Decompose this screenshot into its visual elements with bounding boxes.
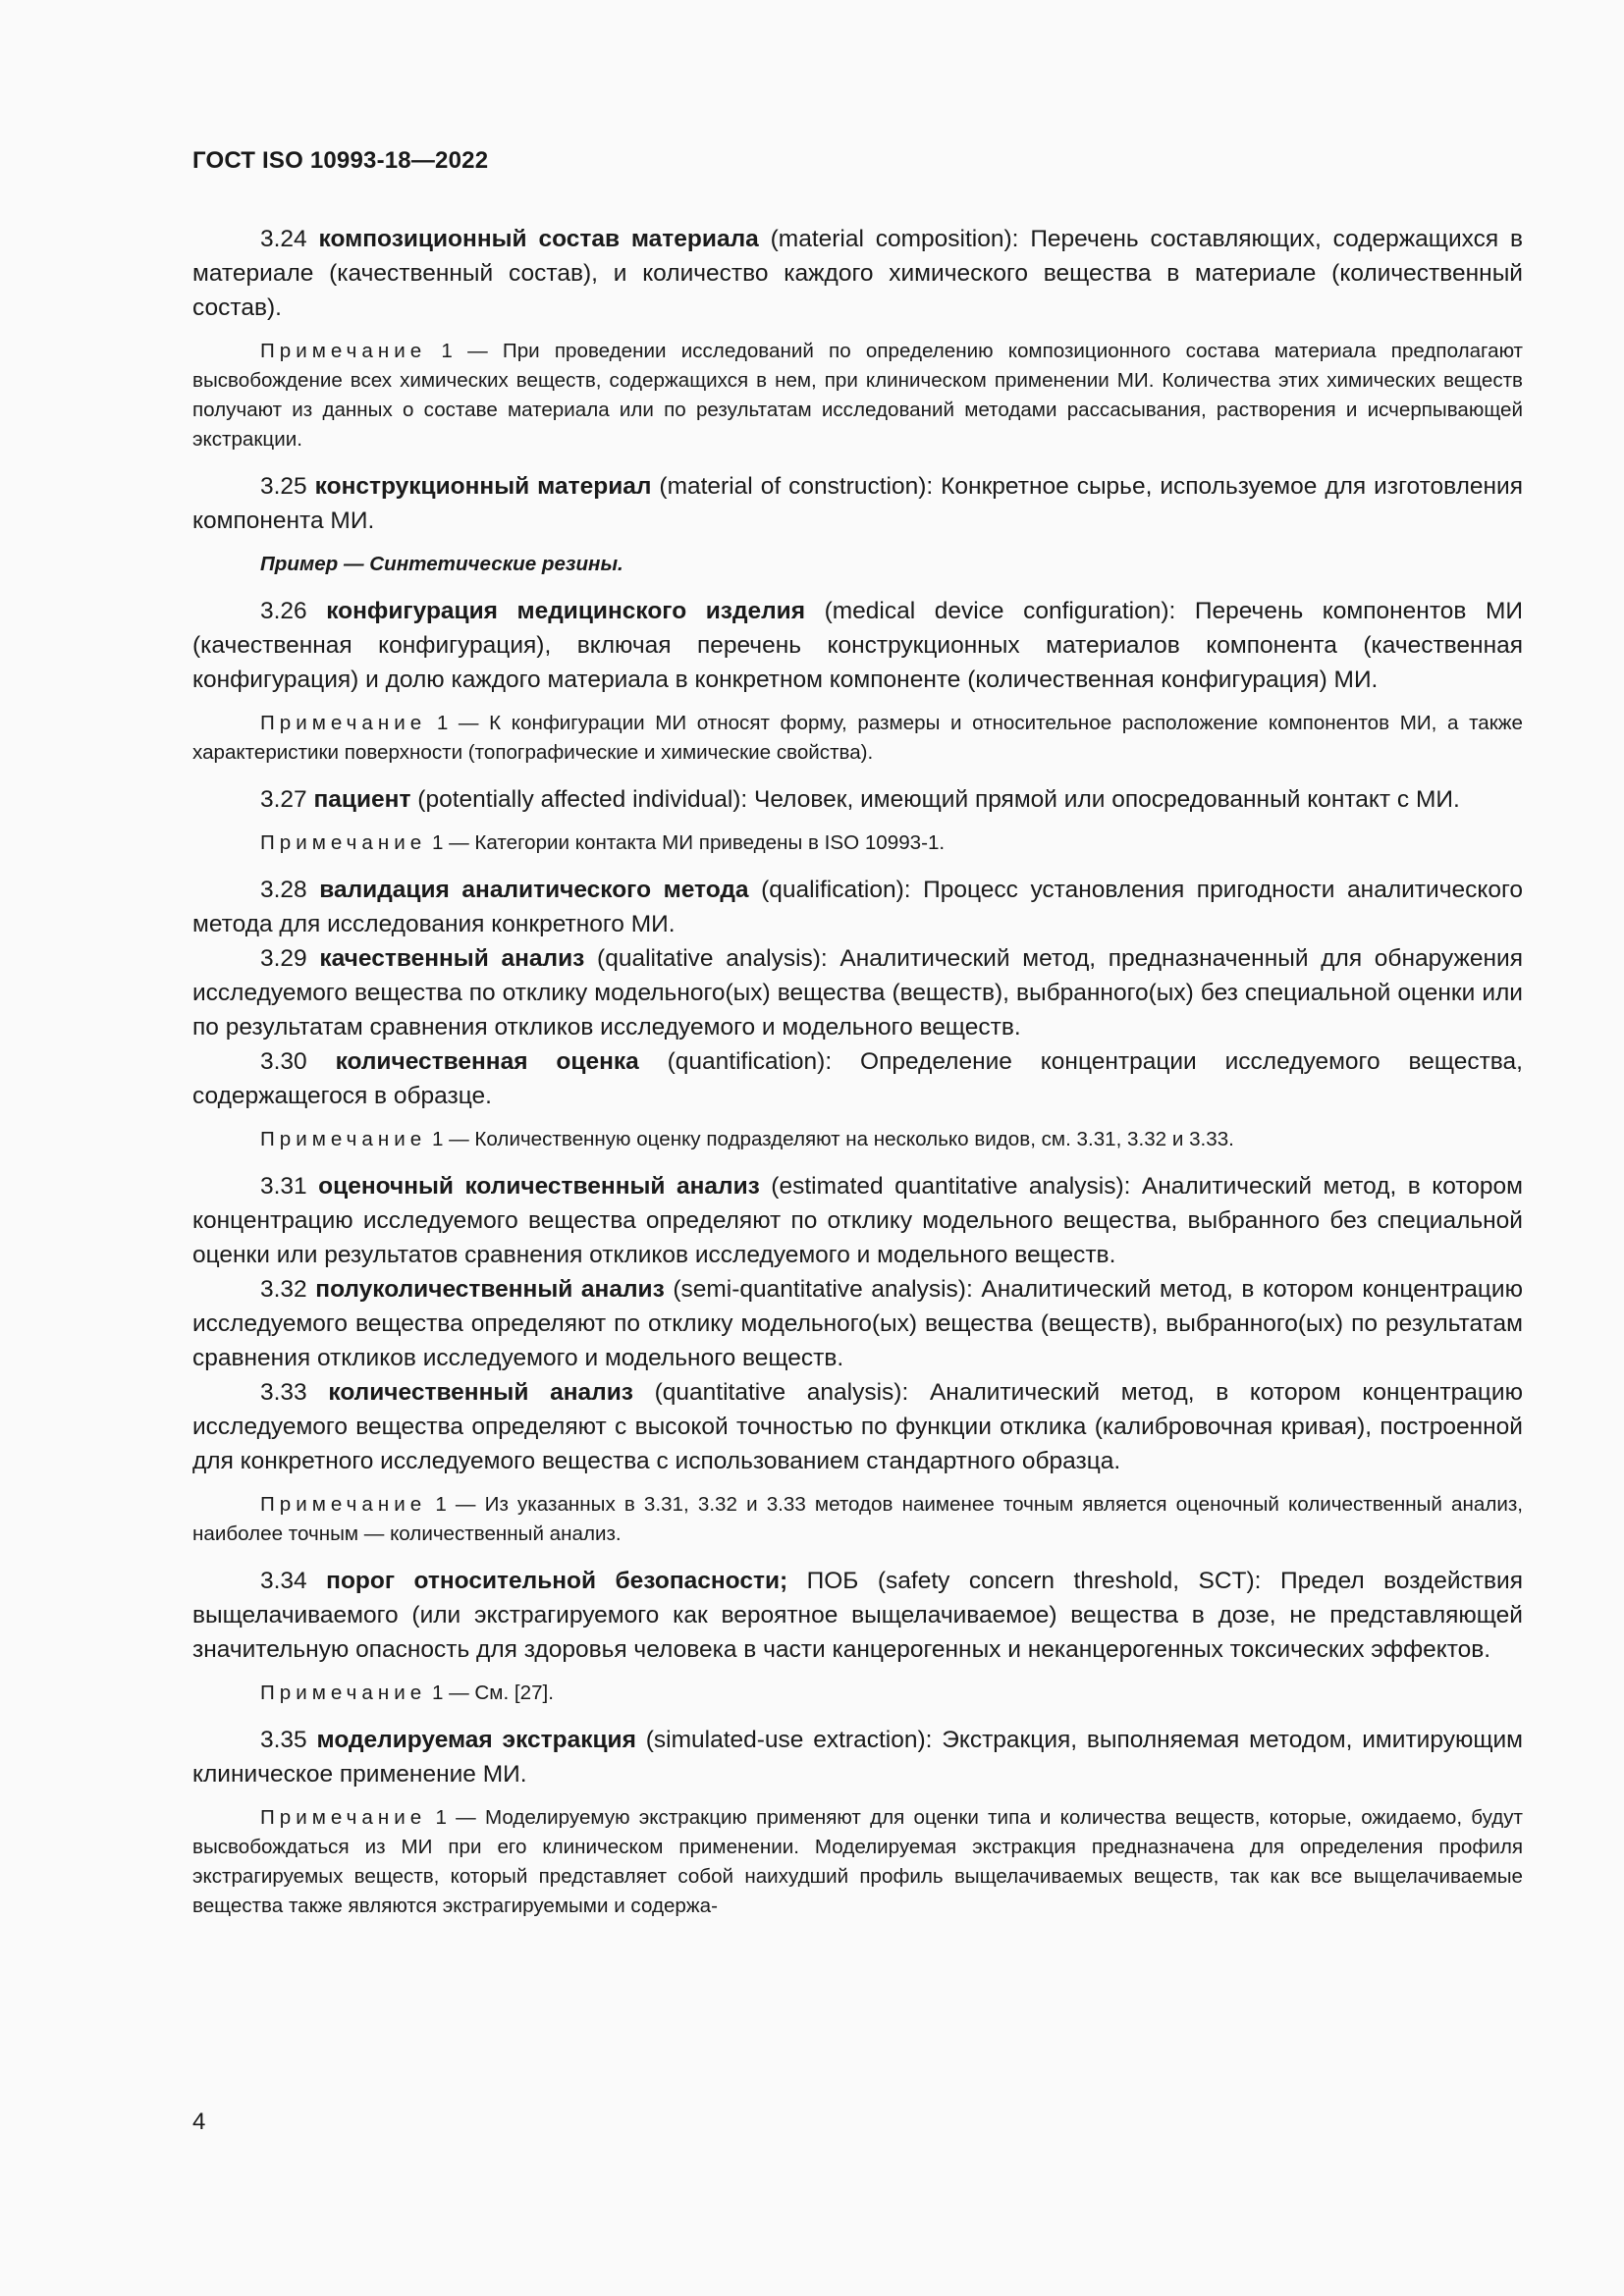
- note-3-24: [192, 337, 1523, 454]
- term-definition: (material of construction): Конкретное сырье, используемое для изготовления компонента МИ.: [192, 473, 1523, 534]
- document-header: ГОСТ ISO 10993-18—2022: [192, 147, 489, 174]
- note-text: 1 — При проведении исследований по определению композиционного состава материала предполагают высвобождение всех химических веществ, содержащихся в нем, при клиническом применении МИ. Количества этих химических веществ получают из данных о составе материала или по результатам исследований методами рассасывания, растворения и исчерпывающей экстракции.: [192, 340, 1523, 451]
- term-3-25: [192, 469, 1523, 538]
- note-text: 1 — См. [27].: [431, 1682, 554, 1704]
- term-name: порог относительной безопасности;: [326, 1568, 788, 1594]
- note-label: Примечание: [260, 1128, 427, 1150]
- term-number: 3.31: [260, 1173, 307, 1200]
- term-number: 3.33: [260, 1379, 307, 1406]
- term-name: оценочный количественный анализ: [318, 1173, 760, 1200]
- term-3-29: [192, 941, 1523, 1044]
- note-text: 1 — Количественную оценку подразделяют на несколько видов, см. 3.31, 3.32 и 3.33.: [431, 1128, 1234, 1150]
- term-number: 3.35: [260, 1727, 307, 1753]
- note-text: 1 — Моделируемую экстракцию применяют для оценки типа и количества веществ, которые, ожидаемо, будут высвобождаться из МИ при его клиническом применении. Моделируемая экстракция предназначена для определения профиля экстрагируемых веществ, который представляет собой наихудший профиль выщелачиваемых веществ, так как все выщелачиваемые вещества также являются экстрагируемыми и содержа-: [192, 1806, 1523, 1917]
- note-3-34: [192, 1679, 1523, 1708]
- term-definition: (simulated-use extraction): Экстракция, выполняемая методом, имитирующим клиническое применение МИ.: [192, 1727, 1524, 1788]
- term-3-30: [192, 1044, 1523, 1113]
- note-label: Примечание: [260, 1682, 427, 1704]
- term-3-24: [192, 222, 1523, 325]
- term-number: 3.32: [260, 1276, 307, 1303]
- term-name: валидация аналитического метода: [319, 877, 749, 903]
- note-text: 1 — К конфигурации МИ относят форму, размеры и относительное расположение компонентов МИ, а также характеристики поверхности (топографические и химические свойства).: [192, 712, 1523, 764]
- note-3-27: [192, 828, 1523, 858]
- term-name: количественный анализ: [328, 1379, 633, 1406]
- term-number: 3.27: [260, 786, 307, 813]
- note-3-30: [192, 1125, 1523, 1154]
- term-3-31: [192, 1169, 1523, 1272]
- page-number: 4: [192, 2109, 206, 2135]
- term-name: конструкционный материал: [314, 473, 652, 500]
- term-3-32: [192, 1272, 1523, 1375]
- term-definition: (quantitative analysis): Аналитический метод, в котором концентрацию исследуемого вещества определяют с высокой точностью по функции отклика (калибровочная кривая), построенной для конкретного исследуемого вещества с использованием стандартного образца.: [192, 1379, 1523, 1474]
- term-definition: (qualitative analysis): Аналитический метод, предназначенный для обнаружения исследуемого вещества по отклику модельного(ых) вещества (веществ), выбранного(ых) без специальной оценки или по результатам сравнения откликов исследуемого и модельного веществ.: [192, 945, 1523, 1041]
- term-name: полуколичественный анализ: [315, 1276, 665, 1303]
- term-name: композиционный состав материала: [318, 226, 759, 252]
- term-definition: (qualification): Процесс установления пригодности аналитического метода для исследования конкретного МИ.: [192, 877, 1523, 937]
- term-definition: (material composition): Перечень составляющих, содержащихся в материале (качественный состав), и количество каждого химического вещества в материале (количественный состав).: [192, 226, 1524, 321]
- note-text: 1 — Из указанных в 3.31, 3.32 и 3.33 методов наименее точным является оценочный количественный анализ, наиболее точным — количественный анализ.: [192, 1493, 1523, 1545]
- term-3-34: [192, 1564, 1523, 1667]
- note-label: Примечание: [260, 831, 427, 854]
- note-label: Примечание: [260, 1493, 427, 1516]
- term-definition: ПОБ (safety concern threshold, SCT): Предел воздействия выщелачиваемого (или экстрагируемого как вероятное выщелачиваемое) вещества в дозе, не представляющей значительную опасность для здоровья человека в части канцерогенных и неканцерогенных токсических эффектов.: [192, 1568, 1523, 1663]
- term-3-33: [192, 1375, 1523, 1478]
- document-body: [192, 222, 1523, 1921]
- term-definition: (potentially affected individual): Человек, имеющий прямой или опосредованный контакт с МИ.: [410, 786, 1460, 813]
- note-label: Примечание: [260, 1806, 427, 1829]
- term-name: конфигурация медицинского изделия: [326, 598, 806, 624]
- term-definition: (semi-quantitative analysis): Аналитический метод, в котором концентрацию исследуемого вещества определяют по отклику модельного(ых) вещества (веществ), выбранного(ых) по результатам сравнения откликов исследуемого и модельного веществ.: [192, 1276, 1523, 1371]
- term-number: 3.26: [260, 598, 307, 624]
- note-3-35: [192, 1803, 1523, 1921]
- term-number: 3.30: [260, 1048, 307, 1075]
- term-number: 3.29: [260, 945, 307, 972]
- term-number: 3.34: [260, 1568, 307, 1594]
- term-number: 3.24: [260, 226, 307, 252]
- example-3-25: Пример — Синтетические резины.: [260, 553, 623, 575]
- note-label: Примечание: [260, 340, 427, 362]
- note-text: 1 — Категории контакта МИ приведены в ISO 10993-1.: [431, 831, 946, 854]
- term-number: 3.25: [260, 473, 307, 500]
- term-3-28: [192, 873, 1523, 941]
- term-name: моделируемая экстракция: [316, 1727, 636, 1753]
- term-number: 3.28: [260, 877, 307, 903]
- term-3-26: [192, 594, 1523, 697]
- term-definition: (estimated quantitative analysis): Аналитический метод, в котором концентрацию исследуемого вещества определяют по отклику модельного вещества, выбранного без специальной оценки или результатов сравнения откликов исследуемого и модельного веществ.: [192, 1173, 1523, 1268]
- note-3-26: [192, 709, 1523, 768]
- term-3-27: [192, 782, 1523, 817]
- term-3-35: [192, 1723, 1523, 1791]
- term-definition: (medical device configuration): Перечень компонентов МИ (качественная конфигурация), включая перечень конструкционных материалов компонента (качественная конфигурация) и долю каждого материала в конкретном компоненте (количественная конфигурация) МИ.: [192, 598, 1523, 693]
- term-name: пациент: [313, 786, 411, 813]
- note-label: Примечание: [260, 712, 427, 734]
- term-name: количественная оценка: [335, 1048, 639, 1075]
- term-name: качественный анализ: [319, 945, 585, 972]
- term-definition: (quantification): Определение концентрации исследуемого вещества, содержащегося в образце.: [192, 1048, 1523, 1109]
- note-3-33: [192, 1490, 1523, 1549]
